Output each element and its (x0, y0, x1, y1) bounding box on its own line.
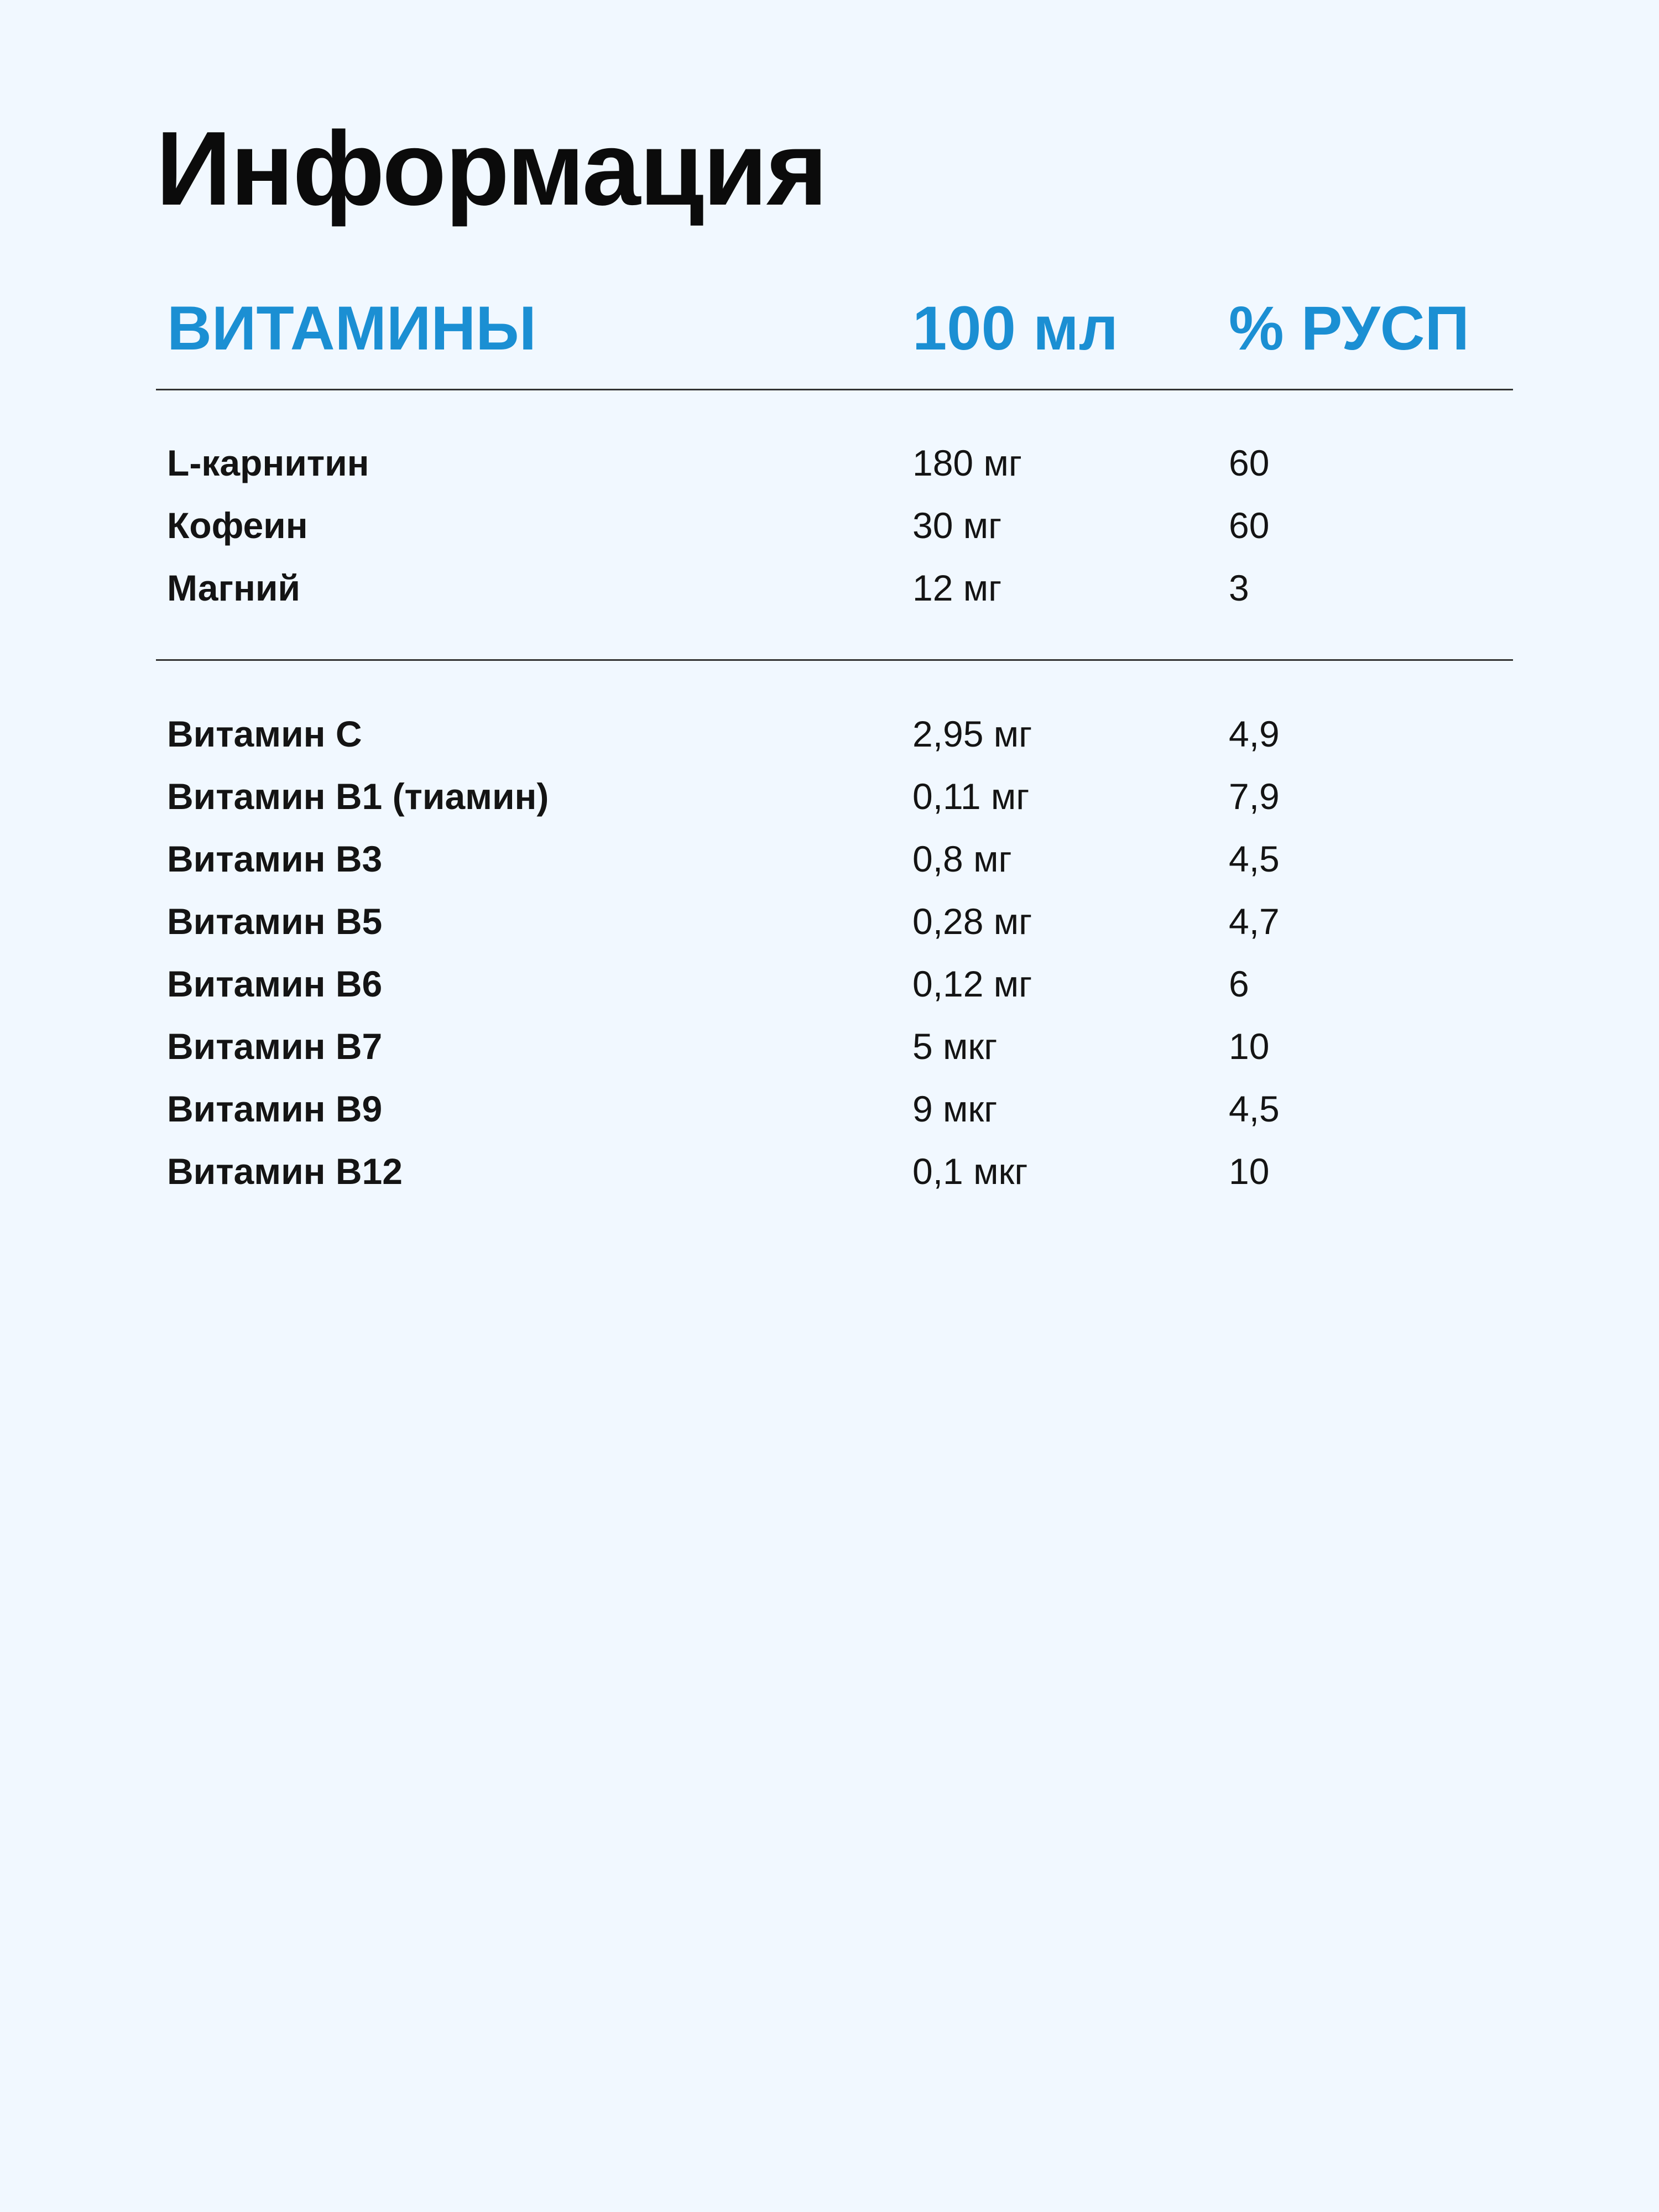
nutrient-name: Витамин B3 (167, 838, 383, 879)
table-row (0, 709, 1659, 759)
nutrient-rda: 60 (1229, 442, 1270, 483)
nutrient-amount: 2,95 мг (912, 713, 1032, 754)
table-row (0, 500, 1659, 550)
nutrient-name: Витамин B1 (тиамин) (167, 776, 549, 817)
nutrient-amount: 30 мг (912, 505, 1002, 546)
nutrient-name: Магний (167, 567, 300, 608)
nutrient-rda: 4,9 (1229, 713, 1280, 754)
nutrient-rda: 60 (1229, 505, 1270, 546)
nutrient-rda: 4,7 (1229, 901, 1280, 942)
nutrient-amount: 0,1 мкг (912, 1151, 1028, 1192)
nutrient-amount: 180 мг (912, 442, 1022, 483)
nutrient-name: Витамин B5 (167, 901, 383, 942)
group-divider (156, 659, 1513, 661)
header-divider (156, 389, 1513, 390)
nutrient-name: L-карнитин (167, 442, 369, 483)
nutrient-name: Витамин B12 (167, 1151, 403, 1192)
table-row (0, 438, 1659, 488)
nutrient-rda: 4,5 (1229, 1088, 1280, 1129)
nutrient-rda: 10 (1229, 1151, 1270, 1192)
table-row (0, 959, 1659, 1009)
nutrient-amount: 0,12 мг (912, 963, 1032, 1004)
page-title: Информация (156, 110, 827, 227)
nutrient-name: Витамин B9 (167, 1088, 383, 1129)
nutrient-amount: 0,8 мг (912, 838, 1012, 879)
nutrient-name: Витамин C (167, 713, 362, 754)
nutrient-rda: 6 (1229, 963, 1249, 1004)
nutrient-amount: 9 мкг (912, 1088, 998, 1129)
column-header-vitamins: ВИТАМИНЫ (167, 294, 536, 363)
table-row (0, 1084, 1659, 1134)
table-row (0, 771, 1659, 821)
table-row (0, 834, 1659, 884)
nutrient-rda: 10 (1229, 1026, 1270, 1067)
nutrient-amount: 5 мкг (912, 1026, 998, 1067)
table-row (0, 1146, 1659, 1196)
nutrient-name: Витамин B7 (167, 1026, 383, 1067)
nutrient-rda: 7,9 (1229, 776, 1280, 817)
column-header-amount: 100 мл (912, 294, 1118, 363)
table-row (0, 1021, 1659, 1071)
column-header-rda: % РУСП (1229, 294, 1469, 363)
nutrient-amount: 0,28 мг (912, 901, 1032, 942)
nutrient-amount: 12 мг (912, 567, 1002, 608)
nutrient-name: Витамин B6 (167, 963, 383, 1004)
nutrient-rda: 3 (1229, 567, 1249, 608)
table-row (0, 563, 1659, 613)
nutrient-rda: 4,5 (1229, 838, 1280, 879)
nutrient-name: Кофеин (167, 505, 308, 546)
table-row (0, 896, 1659, 946)
nutrient-amount: 0,11 мг (912, 776, 1030, 817)
